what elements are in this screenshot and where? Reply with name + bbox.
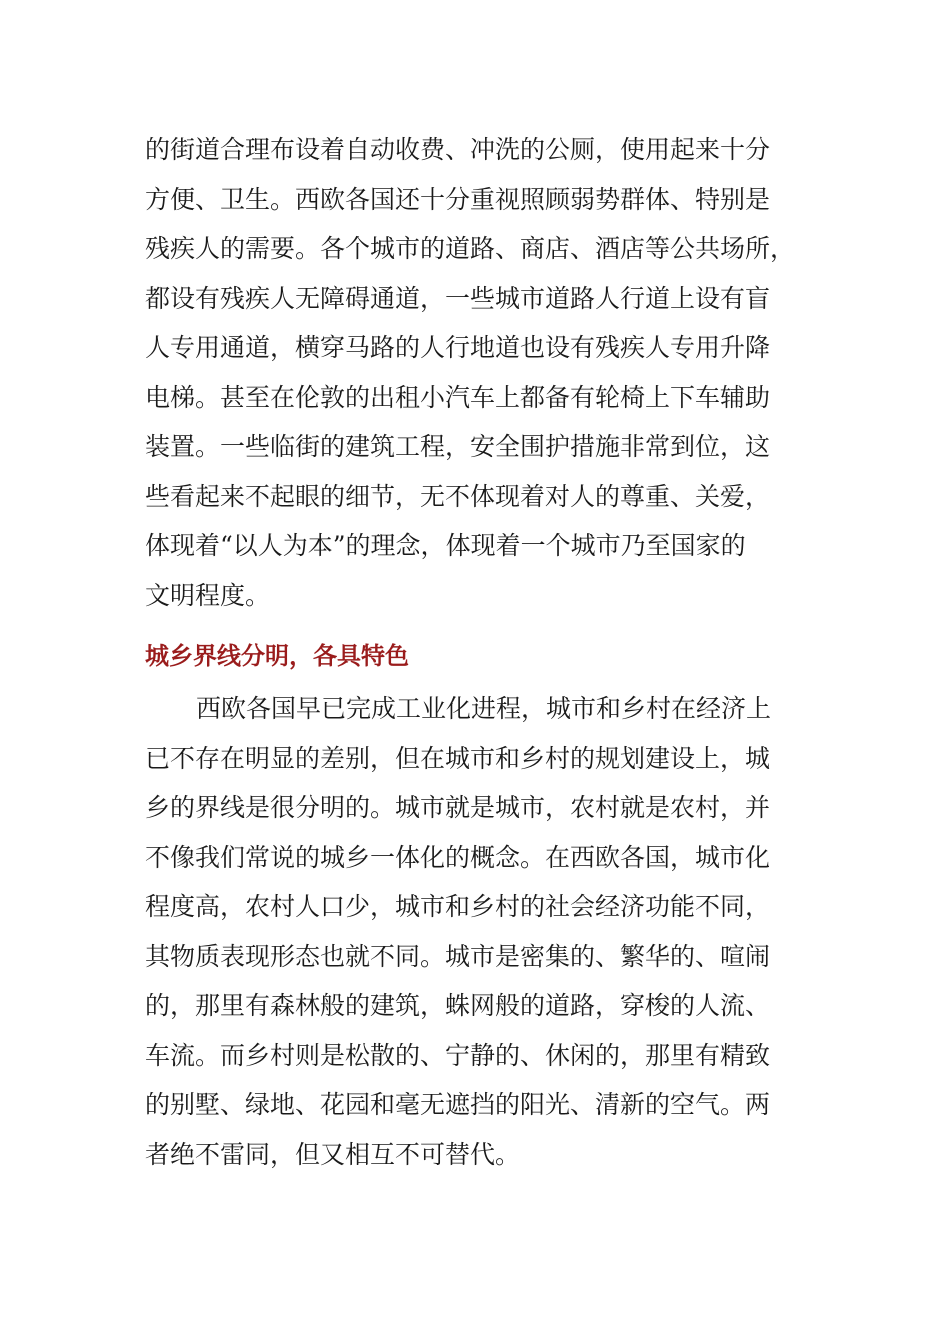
- text-line: 西欧各国早已完成工业化进程，城市和乡村在经济上: [196, 694, 772, 723]
- text-line: 程度高，农村人口少，城市和乡村的社会经济功能不同，: [145, 892, 771, 921]
- text-line: 文明程度。: [145, 580, 271, 610]
- text-line: 都设有残疾人无障碍通道，一些城市道路人行道上设有盲: [145, 283, 771, 313]
- text-line: 已不存在明显的差别，但在城市和乡村的规划建设上，城: [145, 743, 771, 773]
- text-line: 者绝不雷同，但又相互不可替代。: [145, 1139, 521, 1169]
- text-line: 方便、卫生。西欧各国还十分重视照顾弱势群体、特别是: [145, 184, 771, 214]
- text-line: 其物质表现形态也就不同。城市是密集的、繁华的、喧闹: [145, 941, 771, 971]
- text-line: 的别墅、绿地、花园和毫无遮挡的阳光、清新的空气。两: [145, 1090, 771, 1119]
- text-line: 车流。而乡村则是松散的、宁静的、休闲的，那里有精致: [145, 1040, 771, 1070]
- text-line: 乡的界线是很分明的。城市就是城市，农村就是农村，并: [145, 793, 771, 822]
- text-line: 体现着“以人为本”的理念，体现着一个城市乃至国家的: [145, 531, 746, 560]
- text-column: [145, 125, 805, 1179]
- text-line: 装置。一些临街的建筑工程，安全围护措施非常到位，这: [145, 432, 771, 461]
- text-line: 的街道合理布设着自动收费、冲洗的公厕，使用起来十分: [145, 135, 771, 164]
- text-line: 残疾人的需要。各个城市的道路、商店、酒店等公共场所，: [145, 234, 796, 263]
- paragraph-urban-rural: [145, 684, 805, 1179]
- text-line: 不像我们常说的城乡一体化的概念。在西欧各国，城市化: [145, 842, 771, 872]
- text-line: 人专用通道，横穿马路的人行地道也设有残疾人专用升降: [145, 333, 771, 362]
- text-line: 些看起来不起眼的细节，无不体现着对人的尊重、关爱，: [145, 481, 771, 511]
- paragraph-accessibility: [145, 125, 805, 620]
- section-heading: 城乡界线分明，各具特色: [145, 642, 409, 670]
- text-line: 电梯。甚至在伦敦的出租小汽车上都备有轮椅上下车辅助: [145, 382, 771, 412]
- text-line: 的，那里有森林般的建筑，蛛网般的道路，穿梭的人流、: [145, 991, 771, 1020]
